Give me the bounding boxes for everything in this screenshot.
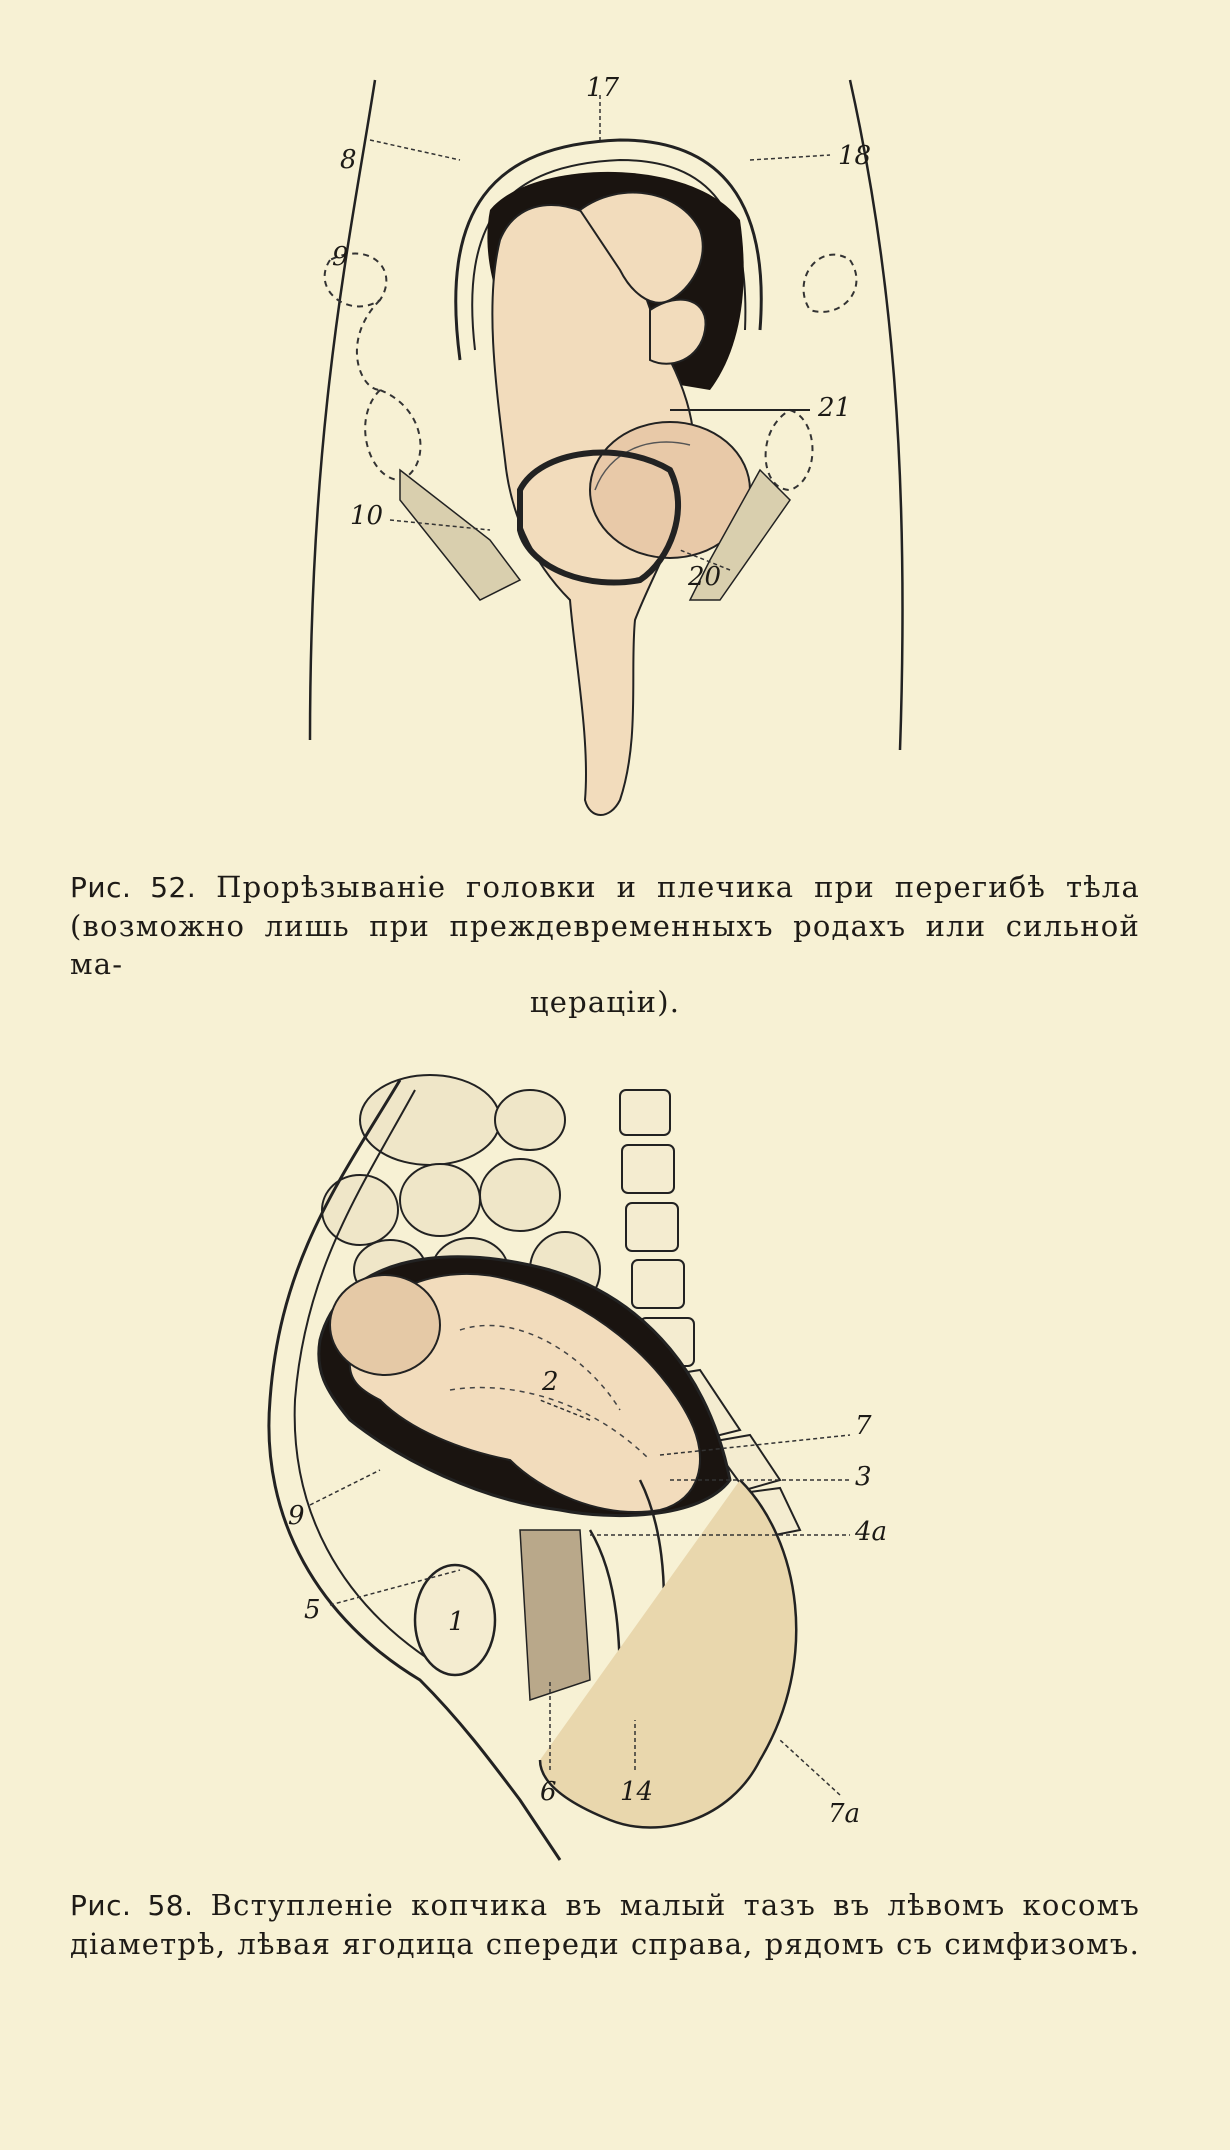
caption-line: (возможно лишь при преждевременныхъ родахъ или сильной ма- <box>70 909 1140 981</box>
fig58-label-7a: 7a <box>828 1799 861 1829</box>
fig52-label-18: 18 <box>838 141 872 171</box>
fig58-label-2: 2 <box>542 1367 559 1397</box>
figure-52-caption <box>70 868 1140 1021</box>
caption-line <box>70 1886 1140 1925</box>
caption-figure-label: Рис. 52. <box>70 871 197 904</box>
figure-58-drawing <box>260 1060 920 1880</box>
caption-figure-label: Рис. 58. <box>70 1889 194 1922</box>
caption-text: Вступленіе копчика въ малый тазъ въ лѣвомъ косомъ <box>210 1888 1141 1922</box>
fig52-label-21: 21 <box>818 393 852 423</box>
fig58-label-7: 7 <box>855 1411 872 1441</box>
figure-58-caption <box>70 1886 1140 1963</box>
figure-52-illustration <box>290 60 930 860</box>
caption-text: Прорѣзываніе головки и плечика при перегибѣ тѣла <box>216 870 1141 904</box>
caption-line: цераціи). <box>529 985 681 1019</box>
fig58-label-6: 6 <box>540 1777 557 1807</box>
fig58-label-3: 3 <box>855 1462 872 1492</box>
fig58-label-14: 14 <box>620 1777 654 1807</box>
fig52-label-17: 17 <box>586 73 620 103</box>
fig58-label-5: 5 <box>304 1595 321 1625</box>
caption-line: діаметрѣ, лѣвая ягодица спереди справа, рядомъ съ симфизомъ. <box>70 1927 1140 1961</box>
fig58-label-9: 9 <box>288 1501 305 1531</box>
figure-58-illustration <box>260 1060 920 1880</box>
fig58-label-4a: 4a <box>855 1517 888 1547</box>
figure-52-drawing <box>290 60 930 860</box>
fig58-label-1: 1 <box>448 1607 465 1637</box>
fig52-label-20: 20 <box>688 562 722 592</box>
fig52-label-9: 9 <box>332 242 349 272</box>
caption-line <box>70 868 1140 907</box>
fig52-label-8: 8 <box>340 145 357 175</box>
fig52-label-10: 10 <box>350 501 384 531</box>
